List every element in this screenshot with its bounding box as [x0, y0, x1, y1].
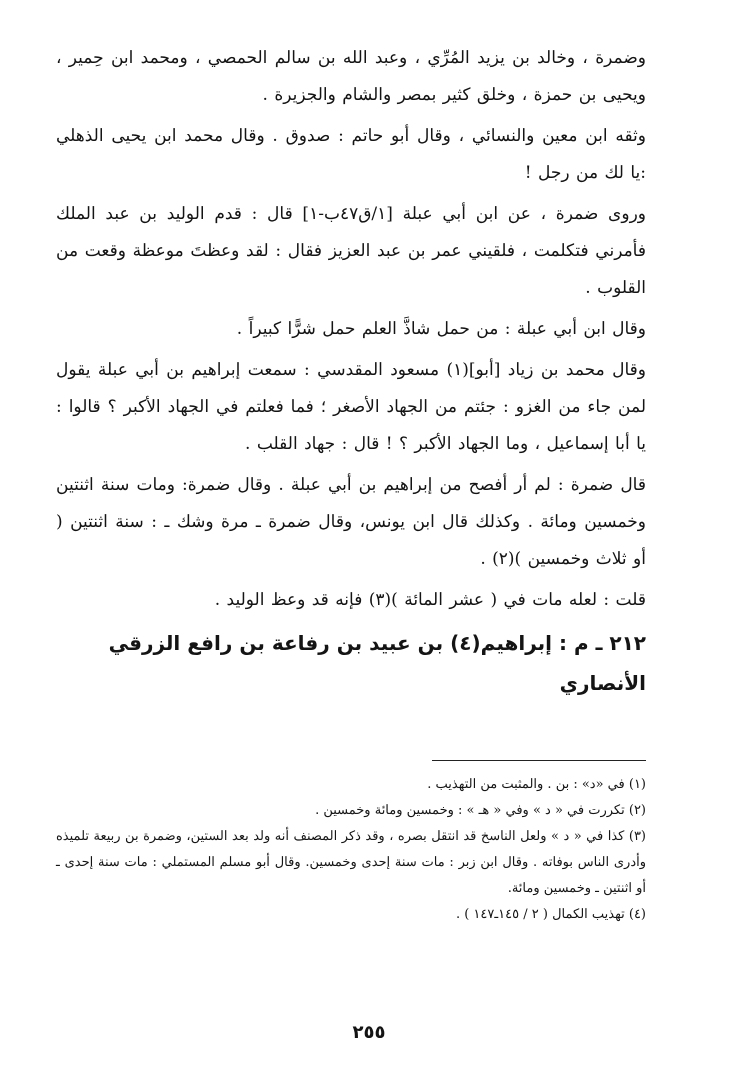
paragraph-saying: وقال ابن أبي عبلة : من حمل شاذَّ العلم حمل شرًّا كبيراً . — [236, 319, 646, 339]
footnotes — [56, 772, 646, 928]
footnote-4: (٤) تهذيب الكمال ( ٢ / ١٤٥ـ١٤٧ ) . — [455, 907, 646, 922]
paragraph-narrators: وضمرة ، وخالد بن يزيد المُرِّي ، وعبد الله بن سالم الحمصي ، ومحمد ابن حِمير ، ويحيى بن حمزة ، وخلق كثير بمصر والشام والجزيرة . — [56, 48, 646, 105]
page-number: ٢٥٥ — [352, 1022, 386, 1043]
paragraph-author-comment: قلت : لعله مات في ( عشر المائة )(٣) فإنه قد وعظ الوليد . — [214, 590, 646, 610]
entry-heading: ٢١٢ ـ م : إبراهيم(٤) بن عبيد بن رفاعة بن رافع الزرقي الأنصاري — [108, 631, 646, 695]
paragraph-death-date: قال ضمرة : لم أر أفصح من إبراهيم بن أبي عبلة . وقال ضمرة: ومات سنة اثنتين وخمسين ومائة . وكذلك قال ابن يونس، وقال ضمرة ـ مرة وشك ـ : سنة اثنتين ( أو ثلاث وخمسين )(٢) . — [56, 475, 646, 569]
footnote-divider — [432, 760, 646, 761]
footnote-3: (٣) كذا في « د » ولعل الناسخ قد انتقل بصره ، وقد ذكر المصنف أنه ولد بعد الستين، وضمرة بن ربيعة تلميذه وأدرى الناس بوفاته . وقال ابن زبر : مات سنة إحدى وخمسين. وقال أبو مسلم المستملي : مات سنة إحدى ـ أو اثنتين ـ وخمسين ومائة. — [56, 829, 646, 896]
paragraph-greater-jihad: وقال محمد بن زياد [أبو](١) مسعود المقدسي : سمعت إبراهيم بن أبي عبلة يقول لمن جاء من الغزو : جئتم من الجهاد الأصغر ؛ فما فعلتم في الجهاد الأكبر ؟ قالوا : يا أبا إسماعيل ، وما الجهاد الأكبر ؟ ! قال : جهاد القلب . — [56, 360, 646, 454]
footnote-2: (٢) تكررت في « د » وفي « هـ » : وخمسين ومائة وخمسين . — [315, 803, 646, 818]
main-text — [56, 40, 646, 703]
footnote-1: (١) في «د» : بن . والمثبت من التهذيب . — [427, 777, 646, 792]
paragraph-authentication: وثقه ابن معين والنسائي ، وقال أبو حاتم : صدوق . وقال محمد ابن يحيى الذهلي :يا لك من رجل ! — [56, 126, 646, 183]
paragraph-sermon: وروى ضمرة ، عن ابن أبي عبلة [١/ق٤٧ب-١] قال : قدم الوليد بن عبد الملك فأمرني فتكلمت ، فلقيني عمر بن عبد العزيز فقال : لقد وعظتَ موعظة وقعت من القلوب . — [56, 204, 646, 298]
